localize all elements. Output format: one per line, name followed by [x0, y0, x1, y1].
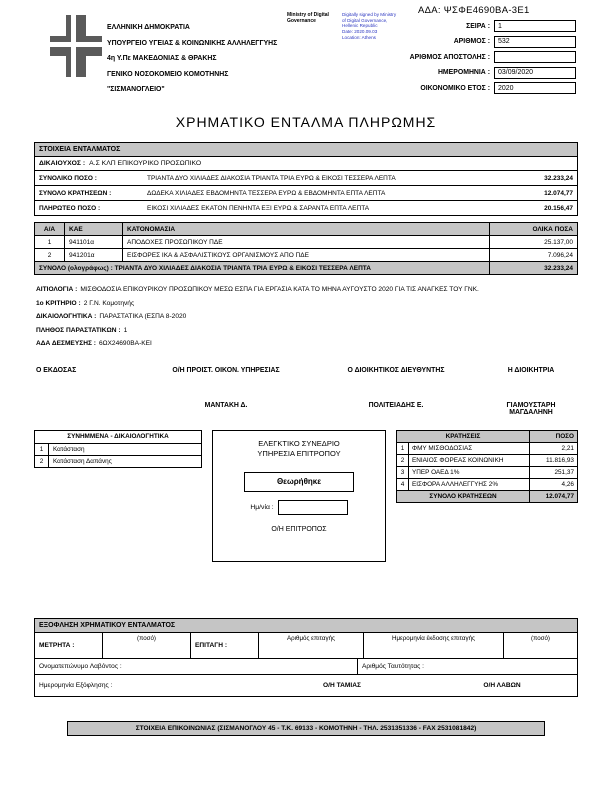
kae-col-aa: Α/Α: [35, 223, 65, 236]
detail-aitiologia: [36, 283, 576, 297]
kae-row-amount: 25.137,00: [490, 236, 578, 249]
signature-title-governor: Η ΔΙΟΙΚΗΤΡΙΑ: [507, 366, 555, 374]
detail-kritirio: [36, 297, 576, 311]
total-amount-label: ΣΥΝΟΛΙΚΟ ΠΟΣΟ :: [39, 174, 97, 182]
beneficiary-row: [35, 157, 577, 171]
court-date-box: [278, 500, 348, 515]
signature-name: ΜΑΝΤΑΚΗ Δ.: [204, 401, 248, 409]
logo-white-horizontal: [50, 42, 102, 47]
deductions-header-row: [397, 430, 578, 442]
detail-dikaiologitika-value: ΠΑΡΑΣΤΑΤΙΚΑ (ΕΣΠΑ 8-2020: [99, 313, 187, 320]
warrant-data-section: [34, 142, 578, 216]
payee-name-label: Ονοματεπώνυμο Λαβόντος :: [39, 662, 122, 670]
field-oikonomiko-etos: [410, 82, 576, 94]
stamp-line: of Digital Governance,: [342, 17, 388, 23]
field-imerominia-label: ΗΜΕΡΟΜΗΝΙΑ :: [437, 69, 490, 76]
detail-plithos-value: 1: [123, 326, 128, 334]
deductions-col-amount: ΠΟΣΟ: [530, 430, 578, 442]
deduction-row: [397, 478, 578, 490]
detail-kritirio-value: 2 Γ.Ν. Κομοτηνής: [83, 299, 135, 307]
cheque-number-header: Αριθμός επιταγής: [259, 633, 364, 658]
approved-stamp-box: Θεωρήθηκε: [244, 472, 354, 492]
kae-table: [34, 222, 578, 275]
deduction-name: ΕΙΣΦΟΡΑ ΑΛΛΗΛΕΓΓΥΗΣ 2%: [409, 478, 530, 490]
stamp-line: Digitally signed by Ministry: [342, 12, 397, 17]
cash-label: ΜΕΤΡΗΤΑ :: [35, 633, 103, 658]
payable-amount-row: [35, 201, 577, 215]
cheque-amount-header: (ποσό): [530, 634, 550, 642]
kae-col-amount: ΟΛΙΚΑ ΠΟΣΑ: [490, 223, 578, 236]
kae-total-text: ΤΡΙΑΝΤΑ ΔΥΟ ΧΙΛΙΑΔΕΣ ΔΙΑΚΟΣΙΑ ΤΡΙΑΝΤΑ ΤΡΙΑ ΕΥΡΩ & ΕΙΚΟΣΙ ΤΕΣΣΕΡΑ ΛΕΠΤΑ: [114, 264, 371, 272]
kae-row-aa: 1: [35, 236, 65, 249]
org-line-hospital-name: "ΣΙΣΜΑΝΟΓΛΕΙΟ": [107, 86, 165, 93]
kae-row-aa: 2: [35, 249, 65, 262]
kae-total-words: [35, 262, 490, 275]
document-header: [0, 0, 612, 108]
kae-total-amount: 32.233,24: [490, 262, 578, 275]
field-seira: [410, 20, 576, 32]
court-date-row: [213, 500, 385, 515]
warrant-section-header: ΣΤΟΙΧΕΙΑ ΕΝΤΑΛΜΑΤΟΣ: [35, 143, 577, 157]
attachment-text: Κατάσταση: [53, 445, 85, 453]
beneficiary-label: ΔΙΚΑΙΟΥΧΟΣ :: [39, 160, 86, 167]
contact-info-bar: ΣΤΟΙΧΕΙΑ ΕΠΙΚΟΙΝΩΝΙΑΣ (ΣΙΣΜΑΝΟΓΛΟΥ 45 - Τ.Κ. 69133 - ΚΟΜΟΤΗΝΗ - ΤΗΛ. 2531351336 - FAX 2531081842): [67, 721, 545, 736]
deduction-name: ΦΜΥ ΜΙΣΘΟΔΟΣΙΑΣ: [409, 442, 530, 454]
deductions-total-label: ΣΥΝΟΛΟ ΚΡΑΤΗΣΕΩΝ: [397, 490, 530, 502]
payment-section-header: ΕΞΟΦΛΗΣΗ ΧΡΗΜΑΤΙΚΟΥ ΕΝΤΑΛΜΑΤΟΣ: [35, 619, 577, 633]
attachment-num: 2: [35, 456, 49, 467]
stamp-line: Date: 2020.09.03: [342, 29, 378, 35]
receiver-label: Ο/Η ΛΑΒΩΝ: [483, 681, 521, 689]
detail-ada-desmefsis-value: 6ΩΧ24690ΒΑ-ΚΕΙ: [98, 340, 152, 347]
signature-title-finance-head: Ο/Η ΠΡΟΙΣΤ. ΟΙΚΟΝ. ΥΠΗΡΕΣΙΑΣ: [172, 366, 280, 374]
attachments-table: [34, 430, 202, 468]
ada-code: ΑΔΑ: ΨΣΦΕ4690ΒΑ-3Ε1: [418, 5, 530, 16]
kae-total-label: ΣΥΝΟΛΟ (ολογράφως) :: [39, 264, 113, 272]
deduction-amount: 251,37: [530, 466, 578, 478]
page-title: ΧΡΗΜΑΤΙΚΟ ΕΝΤΑΛΜΑ ΠΛΗΡΩΜΗΣ: [175, 114, 437, 130]
payable-amount-value: 20.156,47: [544, 204, 573, 212]
stamp-authority: Ministry of Digital Governance: [287, 12, 329, 24]
signature-titles-row: [36, 367, 576, 374]
kae-row-code: 941201α: [65, 249, 123, 262]
signature-name-empty: [36, 402, 146, 416]
kae-row: [35, 249, 578, 262]
kae-total-row: [35, 262, 578, 275]
detail-aitiologia-label: ΑΙΤΙΟΛΟΓΙΑ :: [36, 286, 78, 293]
org-line-republic: ΕΛΛΗΝΙΚΗ ΔΗΜΟΚΡΑΤΙΑ: [107, 24, 190, 31]
kae-row-code: 941101α: [65, 236, 123, 249]
issuing-authority-block: [107, 20, 277, 98]
signature-names-row: [36, 402, 576, 416]
attachment-row: [35, 444, 201, 456]
field-arithmos: [410, 36, 576, 48]
court-title: ΕΛΕΓΚΤΙΚΟ ΣΥΝΕΔΡΙΟ: [258, 438, 340, 448]
deductions-col-name: ΚΡΑΤΗΣΕΙΣ: [397, 430, 530, 442]
deduction-row: [397, 442, 578, 454]
attachments-header: ΣΥΝΗΜΜΕΝΑ - ΔΙΚΑΙΟΛΟΓΗΤΙΚΑ: [35, 431, 201, 444]
digital-signature-stamp: [287, 12, 415, 41]
payoff-date-label: Ημερομηνία Εξόφλησης :: [39, 681, 113, 689]
beneficiary-value: Α.Σ ΚΛΠ ΕΠΙΚΟΥΡΙΚΟ ΠΡΟΣΩΠΙΚΟ: [89, 160, 202, 167]
total-amount-row: [35, 171, 577, 186]
deduction-amount: 4,26: [530, 478, 578, 490]
field-imerominia-value-box: 03/09/2020: [494, 67, 576, 79]
deduction-row: [397, 454, 578, 466]
attachment-row: [35, 456, 201, 467]
field-arithmos-apostolis: [410, 51, 576, 63]
payment-settlement-section: [34, 618, 578, 697]
court-subtitle: ΥΠΗΡΕΣΙΑ ΕΠΙΤΡΟΠΟΥ: [257, 449, 341, 458]
warrant-details: [36, 283, 576, 351]
deductions-sum-label: ΣΥΝΟΛΟ ΚΡΑΤΗΣΕΩΝ :: [39, 189, 112, 197]
deductions-total-amount: 12.074,77: [530, 490, 578, 502]
deductions-sum-words: ΔΩΔΕΚΑ ΧΙΛΙΑΔΕΣ ΕΒΔΟΜΗΝΤΑ ΤΕΣΣΕΡΑ ΕΥΡΩ & ΕΒΔΟΜΗΝΤΑ ΕΠΤΑ ΛΕΠΤΑ: [147, 189, 386, 197]
signature-name: ΠΟΛΙΤΕΙΑΔΗΣ Ε.: [368, 401, 424, 409]
signature-name: ΓΙΑΜΟΥΣΤΑΡΗ ΜΑΓΔΑΛΗΝΗ: [506, 401, 556, 416]
detail-ada-desmefsis: [36, 337, 576, 351]
commissioner-label: Ο/Η ΕΠΙΤΡΟΠΟΣ: [271, 525, 327, 533]
payoff-row: [35, 675, 577, 696]
org-line-hospital: ΓΕΝΙΚΟ ΝΟΣΟΚΟΜΕΙΟ ΚΟΜΟΤΗΝΗΣ: [107, 70, 229, 78]
detail-plithos-label: ΠΛΗΘΟΣ ΠΑΡΑΣΤΑΤΙΚΩΝ :: [36, 326, 121, 334]
field-arithmos-apostolis-value-box: [494, 51, 576, 63]
detail-aitiologia-value: ΜΙΣΘΟΔΟΣΙΑ ΕΠΙΚΟΥΡΙΚΟΥ ΠΡΟΣΩΠΙΚΟΥ ΜΕΣΩ ΕΣΠΑ ΓΙΑ ΕΡΓΑΣΙΑ ΚΑΤΑ ΤΟ ΜΗΝΑ ΑΥΓΟΥΣΤΟ 2020 ΓΙΑ ΤΙΣ ΑΝΑΓΚΕΣ ΤΟΥ ΓΝΚ.: [80, 286, 479, 293]
stamp-line: Location: Athens: [342, 34, 376, 40]
deduction-num: 1: [397, 442, 409, 454]
id-number-label: Αριθμός Ταυτότητας :: [357, 659, 577, 674]
detail-ada-desmefsis-label: ΑΔΑ ΔΕΣΜΕΥΣΗΣ :: [36, 340, 96, 347]
kae-row-amount: 7.096,24: [490, 249, 578, 262]
org-line-ministry: ΥΠΟΥΡΓΕΙΟ ΥΓΕΙΑΣ & ΚΟΙΝΩΝΙΚΗΣ ΑΛΛΗΛΕΓΓΥΗΣ: [107, 39, 278, 47]
court-date-label: Ημ/νία :: [250, 503, 274, 511]
cashier-label: Ο/Η ΤΑΜΙΑΣ: [323, 681, 361, 689]
org-line-region: 4η Υ.Πε ΜΑΚΕΔΟΝΙΑΣ & ΘΡΑΚΗΣ: [107, 55, 217, 62]
payable-amount-label: ΠΛΗΡΩΤΕΟ ΠΟΣΟ :: [39, 204, 101, 212]
deduction-num: 3: [397, 466, 409, 478]
attachment-num: 1: [35, 444, 49, 455]
detail-plithos: [36, 324, 576, 338]
total-amount-words: ΤΡΙΑΝΤΑ ΔΥΟ ΧΙΛΙΑΔΕΣ ΔΙΑΚΟΣΙΑ ΤΡΙΑΝΤΑ ΤΡΙΑ ΕΥΡΩ & ΕΙΚΟΣΙ ΤΕΣΣΕΡΑ ΛΕΠΤΑ: [147, 174, 396, 182]
cheque-label: ΕΠΙΤΑΓΗ :: [191, 633, 259, 658]
field-arithmos-label: ΑΡΙΘΜΟΣ :: [453, 38, 490, 45]
court-of-audit-box: [212, 430, 386, 562]
cheque-date-header: Ημερομηνία έκδοσης επιταγής: [364, 633, 504, 658]
detail-dikaiologitika-label: ΔΙΚΑΙΟΛΟΓΗΤΙΚΑ :: [36, 313, 97, 320]
field-oikonomiko-etos-value-box: 2020: [494, 82, 576, 94]
deduction-name: ΕΝΙΑΙΟΣ ΦΟΡΕΑΣ ΚΟΙΝΩΝΙΚΗ: [409, 454, 530, 466]
kae-header-row: [35, 223, 578, 236]
deductions-sum-value: 12.074,77: [544, 189, 573, 197]
kae-row: [35, 236, 578, 249]
field-arithmos-apostolis-label: ΑΡΙΘΜΟΣ ΑΠΟΣΤΟΛΗΣ :: [409, 53, 490, 61]
field-arithmos-value-box: 532: [494, 36, 576, 48]
detail-dikaiologitika: [36, 310, 576, 324]
deductions-total-row: [397, 490, 578, 502]
field-imerominia: [410, 67, 576, 79]
middle-section: [34, 430, 578, 562]
field-seira-value-box: 1: [494, 20, 576, 32]
deductions-sum-row: [35, 186, 577, 201]
payable-amount-words: ΕΙΚΟΣΙ ΧΙΛΙΑΔΕΣ ΕΚΑΤΟΝ ΠΕΝΗΝΤΑ ΕΞΙ ΕΥΡΩ & ΣΑΡΑΝΤΑ ΕΠΤΑ ΛΕΠΤΑ: [147, 204, 370, 212]
payee-row: [35, 659, 577, 675]
kae-col-name: ΚΑΤΟΝΟΜΑΣΙΑ: [123, 223, 490, 236]
deduction-amount: 2,21: [530, 442, 578, 454]
deduction-num: 2: [397, 454, 409, 466]
deduction-amount: 11.816,93: [530, 454, 578, 466]
deduction-num: 4: [397, 478, 409, 490]
field-oikonomiko-etos-label: ΟΙΚΟΝΟΜΙΚΟ ΕΤΟΣ :: [420, 84, 490, 92]
stamp-signature-text: [342, 12, 396, 41]
cash-amount-header: (ποσό): [103, 633, 191, 658]
kae-col-kae: ΚΑΕ: [65, 223, 123, 236]
deduction-row: [397, 466, 578, 478]
field-seira-label: ΣΕΙΡΑ :: [466, 22, 490, 30]
deductions-table: [396, 430, 578, 503]
attachment-text: Κατάσταση Δαπάνης: [53, 457, 112, 465]
stamp-line: Hellenic Republic: [342, 23, 378, 29]
deduction-name: ΥΠΕΡ ΟΑΕΔ 1%: [409, 466, 530, 478]
health-cross-logo-icon: [50, 15, 102, 77]
payment-method-row: [35, 633, 577, 659]
signature-title-issuer: Ο ΕΚΔΟΣΑΣ: [36, 366, 77, 374]
warrant-header-fields: [410, 20, 576, 98]
kae-row-name: ΑΠΟΔΟΧΕΣ ΠΡΟΣΩΠΙΚΟΥ ΠΔΕ: [123, 236, 490, 249]
kae-row-name: ΕΙΣΦΟΡΕΣ ΙΚΑ & ΑΣΦΑΛΙΣΤΙΚΟΥΣ ΟΡΓΑΝΙΣΜΟΥΣ ΑΠΟ ΠΔΕ: [123, 249, 490, 262]
total-amount-value: 32.233,24: [544, 174, 573, 182]
signature-title-admin-director: Ο ΔΙΟΙΚΗΤΙΚΟΣ ΔΙΕΥΘΥΝΤΗΣ: [347, 366, 445, 374]
detail-kritirio-label: 1ο ΚΡΙΤΗΡΙΟ :: [36, 299, 81, 307]
